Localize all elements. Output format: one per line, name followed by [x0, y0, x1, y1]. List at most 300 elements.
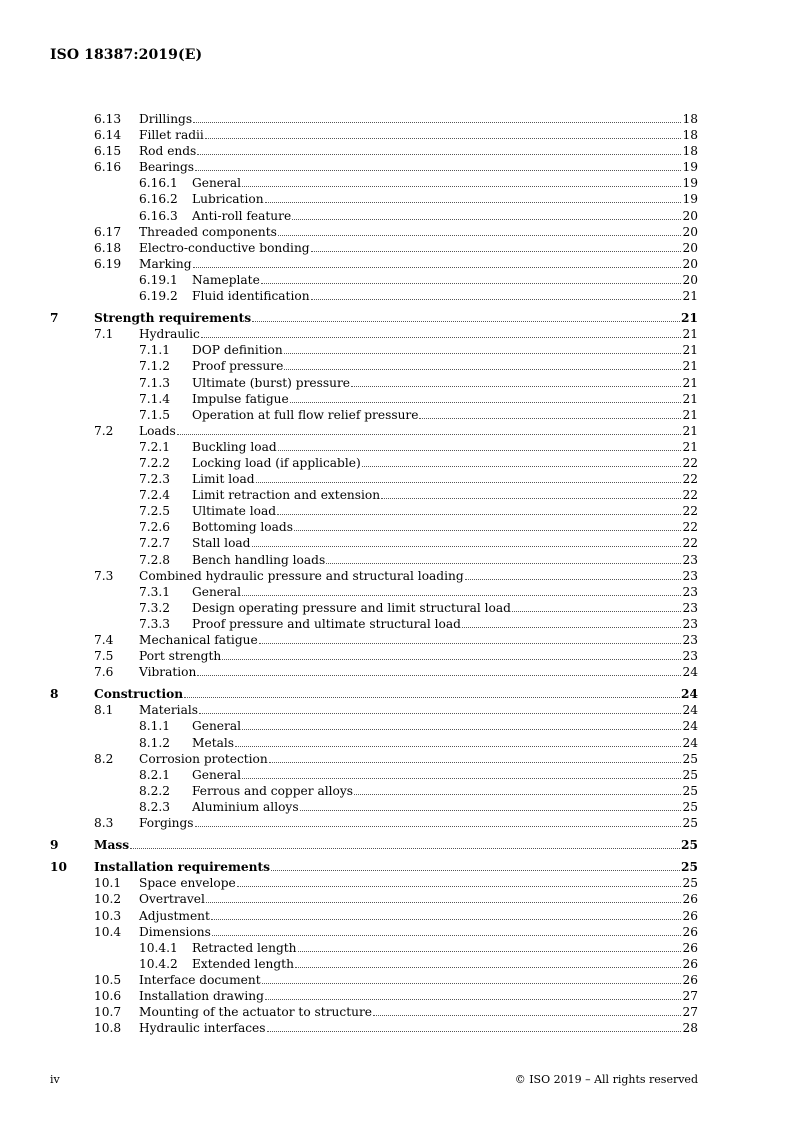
toc-entry-title: Marking: [139, 256, 192, 271]
toc-entry[interactable]: [0, 956, 793, 972]
toc-entry-leader-line: [94, 310, 698, 326]
dot-leader: [300, 799, 682, 811]
dot-leader: [311, 288, 682, 300]
toc-entry[interactable]: [0, 988, 793, 1004]
toc-entry-page: 20: [682, 224, 698, 239]
toc-entry[interactable]: [0, 439, 793, 455]
toc-entry-number: 7.2.5: [139, 504, 171, 519]
toc-entry[interactable]: [0, 891, 793, 907]
dot-leader: [242, 584, 681, 596]
toc-entry-leader-line: [192, 584, 698, 600]
toc-entry-page: 22: [682, 536, 698, 551]
toc-entry-number: 10.4.1: [139, 940, 178, 955]
toc-entry[interactable]: [0, 272, 793, 288]
toc-entry-page: 23: [682, 649, 698, 664]
toc-entry-number: 7.1: [94, 327, 114, 342]
toc-entry-page: 19: [682, 160, 698, 175]
dot-leader: [235, 735, 681, 747]
toc-entry[interactable]: [0, 111, 793, 127]
toc-entry-number: 7.2.3: [139, 472, 171, 487]
toc-entry-number: 8.1.1: [139, 719, 171, 734]
toc-entry[interactable]: [0, 632, 793, 648]
toc-entry-title: Installation requirements: [94, 860, 270, 875]
toc-entry-leader-line: [139, 240, 698, 256]
toc-entry-leader-line: [139, 1004, 698, 1020]
toc-entry[interactable]: [0, 208, 793, 224]
toc-entry-title: Drillings: [139, 112, 193, 126]
toc-entry[interactable]: [0, 799, 793, 815]
toc-entry[interactable]: [0, 310, 793, 326]
toc-entry[interactable]: [0, 859, 793, 875]
toc-entry-leader-line: [139, 908, 698, 924]
toc-entry[interactable]: [0, 875, 793, 891]
toc-entry-leader-line: [192, 799, 698, 815]
toc-entry[interactable]: [0, 256, 793, 272]
toc-entry-leader-line: [139, 972, 698, 988]
toc-entry-leader-line: [192, 191, 698, 207]
toc-entry-leader-line: [139, 256, 698, 272]
toc-entry-leader-line: [192, 471, 698, 487]
toc-entry-page: 23: [682, 584, 698, 599]
dot-leader: [311, 240, 682, 252]
toc-entry-leader-line: [192, 487, 698, 503]
toc-entry[interactable]: [0, 584, 793, 600]
toc-entry[interactable]: [0, 552, 793, 568]
toc-entry-leader-line: [192, 175, 698, 191]
toc-entry-page: 26: [682, 892, 698, 907]
toc-entry-number: 7.1.3: [139, 375, 171, 390]
toc-entry[interactable]: [0, 326, 793, 342]
dot-leader: [362, 455, 682, 467]
toc-entry-leader-line: [192, 600, 698, 616]
dot-leader: [252, 310, 680, 322]
toc-entry[interactable]: [0, 288, 793, 304]
toc-entry-number: 6.17: [94, 224, 122, 239]
toc-entry-number: 8.1: [94, 703, 114, 718]
dot-leader: [462, 616, 682, 628]
toc-entry-number: 7.2.4: [139, 488, 171, 503]
toc-entry[interactable]: [0, 767, 793, 783]
toc-entry-number: 7.1.2: [139, 359, 171, 374]
dot-leader: [211, 908, 682, 920]
toc-entry[interactable]: [0, 487, 793, 503]
toc-entry-page: 20: [682, 240, 698, 255]
toc-entry-number: 6.16: [94, 160, 122, 175]
toc-entry-title: Operation at full flow relief pressure: [192, 407, 419, 422]
toc-entry[interactable]: [0, 159, 793, 175]
toc-entry-title: Bottoming loads: [192, 520, 293, 535]
toc-entry-number: 10.2: [94, 892, 122, 907]
dot-leader: [262, 972, 682, 984]
toc-entry-page: 21: [682, 289, 698, 304]
toc-entry[interactable]: [0, 175, 793, 191]
toc-entry[interactable]: [0, 342, 793, 358]
toc-entry[interactable]: [0, 503, 793, 519]
toc-entry-title: Combined hydraulic pressure and structural loading: [139, 568, 464, 583]
dot-leader: [177, 423, 682, 435]
toc-entry-page: 25: [681, 860, 698, 875]
toc-entry[interactable]: [0, 815, 793, 831]
toc-entry-leader-line: [192, 718, 698, 734]
toc-entry[interactable]: [0, 600, 793, 616]
document-id-header: ISO 18387:2019(E): [50, 47, 203, 63]
toc-entry-leader-line: [139, 751, 698, 767]
toc-entry-number: 10.6: [94, 988, 122, 1003]
toc-entry-page: 25: [681, 838, 698, 853]
toc-entry-title: Limit retraction and extension: [192, 488, 381, 503]
toc-entry-title: Overtravel: [139, 892, 205, 907]
toc-entry[interactable]: [0, 191, 793, 207]
toc-entry-number: 6.14: [94, 128, 122, 143]
dot-leader: [284, 358, 681, 370]
toc-entry-number: 7.1.1: [139, 343, 171, 358]
toc-entry-number: 7.3: [94, 568, 114, 583]
toc-entry[interactable]: [0, 837, 793, 853]
toc-entry-page: 26: [682, 908, 698, 923]
toc-entry[interactable]: [0, 358, 793, 374]
dot-leader: [351, 375, 681, 387]
toc-entry-number: 6.15: [94, 144, 122, 159]
dot-leader: [197, 664, 681, 676]
toc-entry-number: 10.8: [94, 1021, 122, 1036]
toc-entry-leader-line: [192, 358, 698, 374]
toc-entry[interactable]: [0, 702, 793, 718]
toc-entry-title: General: [192, 719, 241, 734]
toc-entry-title: Installation drawing: [139, 988, 264, 1003]
toc-entry-number: 8.2.3: [139, 799, 171, 814]
toc-entry-page: 21: [682, 439, 698, 454]
toc-entry-page: 27: [682, 1005, 698, 1020]
dot-leader: [212, 924, 682, 936]
toc-entry-number: 10.5: [94, 972, 122, 987]
toc-entry[interactable]: [0, 535, 793, 551]
toc-entry-page: 19: [682, 192, 698, 207]
dot-leader: [278, 439, 682, 451]
toc-entry-title: Stall load: [192, 536, 251, 551]
toc-entry-title: Materials: [139, 703, 198, 718]
toc-entry-title: Interface document: [139, 972, 261, 987]
toc-entry-number: 6.19.2: [139, 289, 178, 304]
toc-entry-number: 6.18: [94, 240, 122, 255]
toc-entry-leader-line: [192, 455, 698, 471]
dot-leader: [295, 956, 682, 968]
toc-entry-title: Loads: [139, 423, 176, 438]
dot-leader: [242, 175, 681, 187]
toc-entry-leader-line: [139, 224, 698, 240]
toc-entry-leader-line: [139, 127, 698, 143]
toc-entry-title: Aluminium alloys: [192, 799, 299, 814]
toc-entry[interactable]: [0, 972, 793, 988]
toc-entry[interactable]: [0, 616, 793, 632]
toc-entry-leader-line: [139, 423, 698, 439]
toc-entry-leader-line: [139, 326, 698, 342]
toc-entry-page: 19: [682, 176, 698, 191]
toc-entry-number: 8.2: [94, 751, 114, 766]
toc-entry[interactable]: [0, 423, 793, 439]
toc-entry-leader-line: [192, 767, 698, 783]
toc-entry-page: 24: [682, 735, 698, 750]
toc-entry-title: General: [192, 584, 241, 599]
toc-entry[interactable]: [0, 735, 793, 751]
toc-entry-number: 7.5: [94, 649, 114, 664]
toc-entry[interactable]: [0, 686, 793, 702]
toc-entry[interactable]: [0, 568, 793, 584]
dot-leader: [284, 342, 682, 354]
table-of-contents: [0, 111, 793, 1036]
toc-entry-page: 26: [682, 956, 698, 971]
toc-entry[interactable]: [0, 391, 793, 407]
dot-leader: [256, 471, 682, 483]
dot-leader: [271, 859, 680, 871]
toc-entry-number: 10.4.2: [139, 956, 178, 971]
toc-entry-leader-line: [139, 924, 698, 940]
toc-entry[interactable]: [0, 455, 793, 471]
toc-entry-page: 26: [682, 924, 698, 939]
toc-entry[interactable]: [0, 924, 793, 940]
dot-leader: [130, 837, 680, 849]
toc-entry-number: 9: [50, 838, 59, 853]
dot-leader: [201, 326, 682, 338]
toc-entry-title: General: [192, 176, 241, 191]
toc-entry-page: 23: [682, 568, 698, 583]
toc-entry-leader-line: [192, 519, 698, 535]
toc-entry-number: 7.3.3: [139, 616, 171, 631]
dot-leader: [512, 600, 682, 612]
toc-entry-leader-line: [139, 143, 698, 159]
toc-entry-title: Space envelope: [139, 876, 236, 891]
toc-entry-leader-line: [192, 735, 698, 751]
toc-entry-title: Buckling load: [192, 439, 277, 454]
toc-entry-number: 7.4: [94, 633, 114, 647]
page-number: iv: [50, 1073, 60, 1086]
dot-leader: [292, 208, 681, 220]
toc-entry-leader-line: [192, 272, 698, 288]
toc-entry-number: 6.16.3: [139, 208, 178, 223]
toc-entry-leader-line: [94, 686, 698, 702]
toc-entry-number: 6.19.1: [139, 272, 178, 287]
dot-leader: [199, 702, 681, 714]
toc-entry-page: 24: [682, 719, 698, 734]
toc-entry-page: 20: [682, 256, 698, 271]
toc-entry-page: 21: [682, 327, 698, 342]
toc-entry-leader-line: [139, 159, 698, 175]
toc-entry-leader-line: [192, 391, 698, 407]
toc-entry-number: 7.2.1: [139, 439, 171, 454]
dot-leader: [252, 535, 682, 547]
toc-entry-number: 7: [50, 311, 59, 326]
toc-entry-number: 7.2.2: [139, 455, 171, 470]
dot-leader: [373, 1004, 682, 1016]
dot-leader: [222, 648, 681, 660]
toc-entry-title: Fluid identification: [192, 289, 310, 304]
toc-entry[interactable]: [0, 375, 793, 391]
toc-entry-leader-line: [192, 342, 698, 358]
toc-entry-leader-line: [192, 535, 698, 551]
toc-entry-title: Dimensions: [139, 924, 211, 939]
toc-entry-number: 7.1.5: [139, 407, 171, 422]
toc-entry-page: 21: [682, 343, 698, 358]
toc-entry[interactable]: [0, 471, 793, 487]
toc-entry-title: Hydraulic interfaces: [139, 1021, 266, 1036]
toc-entry-number: 7.3.2: [139, 600, 171, 615]
toc-entry-number: 6.13: [94, 112, 122, 126]
toc-entry-number: 8.1.2: [139, 735, 171, 750]
toc-entry[interactable]: [0, 751, 793, 767]
dot-leader: [298, 940, 682, 952]
dot-leader: [184, 686, 680, 698]
toc-entry-page: 22: [682, 488, 698, 503]
toc-entry-number: 10.7: [94, 1005, 122, 1020]
toc-entry-page: 22: [682, 520, 698, 535]
toc-entry-leader-line: [139, 988, 698, 1004]
toc-entry-title: Fillet radii: [139, 128, 204, 143]
toc-entry-leader-line: [192, 208, 698, 224]
toc-entry-title: Construction: [94, 687, 184, 702]
toc-entry[interactable]: [0, 783, 793, 799]
toc-entry-title: Anti-roll feature: [192, 208, 292, 223]
dot-leader: [265, 988, 682, 1000]
toc-entry-leader-line: [192, 288, 698, 304]
toc-entry-number: 7.2.8: [139, 552, 171, 567]
toc-entry[interactable]: [0, 240, 793, 256]
toc-entry-leader-line: [192, 940, 698, 956]
toc-entry[interactable]: [0, 143, 793, 159]
toc-entry-title: General: [192, 767, 241, 782]
toc-entry-page: 20: [682, 272, 698, 287]
dot-leader: [259, 632, 682, 644]
toc-entry-leader-line: [94, 837, 698, 853]
toc-entry-page: 23: [682, 600, 698, 615]
toc-entry-leader-line: [192, 552, 698, 568]
toc-entry[interactable]: [0, 648, 793, 664]
toc-entry[interactable]: [0, 127, 793, 143]
toc-entry-number: 8.2.2: [139, 783, 171, 798]
dot-leader: [354, 783, 682, 795]
dot-leader: [269, 751, 682, 763]
toc-entry-number: 6.16.1: [139, 176, 178, 191]
dot-leader: [277, 503, 681, 515]
toc-entry-page: 21: [681, 311, 698, 326]
toc-entry-leader-line: [94, 859, 698, 875]
toc-entry-page: 25: [682, 816, 698, 831]
dot-leader: [465, 568, 682, 580]
toc-entry[interactable]: [0, 908, 793, 924]
toc-entry-leader-line: [192, 783, 698, 799]
dot-leader: [419, 407, 681, 419]
dot-leader: [294, 519, 682, 531]
toc-entry-page: 18: [682, 128, 698, 143]
toc-entry-title: Forgings: [139, 816, 194, 831]
toc-entry[interactable]: [0, 718, 793, 734]
dot-leader: [267, 1020, 682, 1032]
toc-entry-page: 23: [682, 633, 698, 647]
toc-entry-title: Impulse fatigue: [192, 391, 289, 406]
toc-entry-number: 6.16.2: [139, 192, 178, 207]
toc-entry-title: Mechanical fatigue: [139, 633, 258, 647]
toc-entry-page: 25: [682, 767, 698, 782]
dot-leader: [205, 127, 682, 139]
toc-entry-number: 10.3: [94, 908, 122, 923]
toc-entry-number: 8.2.1: [139, 767, 171, 782]
toc-entry-title: Proof pressure and ultimate structural load: [192, 616, 461, 631]
toc-entry-page: 23: [682, 552, 698, 567]
toc-entry-title: Bench handling loads: [192, 552, 326, 567]
toc-entry-number: 10.1: [94, 876, 122, 891]
dot-leader: [290, 391, 682, 403]
dot-leader: [326, 552, 681, 564]
toc-entry-page: 25: [682, 783, 698, 798]
dot-leader: [206, 891, 682, 903]
toc-entry[interactable]: [0, 519, 793, 535]
toc-entry-number: 7.3.1: [139, 584, 171, 599]
toc-entry[interactable]: [0, 1004, 793, 1020]
toc-entry-title: Corrosion protection: [139, 751, 268, 766]
toc-entry-title: Metals: [192, 735, 235, 750]
toc-entry-leader-line: [192, 503, 698, 519]
toc-entry-page: 20: [682, 208, 698, 223]
toc-entry-number: 6.19: [94, 256, 122, 271]
toc-entry-title: Mass: [94, 838, 130, 853]
dot-leader: [242, 767, 681, 779]
toc-entry-title: Locking load (if applicable): [192, 455, 361, 470]
toc-entry-title: Adjustment: [139, 908, 210, 923]
toc-entry-leader-line: [139, 111, 698, 127]
toc-entry-leader-line: [192, 439, 698, 455]
toc-entry[interactable]: [0, 224, 793, 240]
dot-leader: [195, 159, 681, 171]
toc-entry-title: Bearings: [139, 160, 195, 175]
toc-entry-leader-line: [192, 407, 698, 423]
toc-entry-leader-line: [192, 375, 698, 391]
toc-entry-number: 7.1.4: [139, 391, 171, 406]
toc-entry-page: 24: [682, 665, 698, 680]
dot-leader: [197, 143, 681, 155]
toc-entry[interactable]: [0, 940, 793, 956]
dot-leader: [242, 718, 681, 730]
dot-leader: [193, 256, 682, 268]
toc-entry-page: 28: [682, 1021, 698, 1036]
toc-entry-leader-line: [139, 891, 698, 907]
toc-entry-leader-line: [139, 632, 698, 648]
toc-entry[interactable]: [0, 664, 793, 680]
dot-leader: [265, 191, 682, 203]
toc-entry-page: 26: [682, 940, 698, 955]
toc-entry-number: 7.2.6: [139, 520, 171, 535]
toc-entry-title: Extended length: [192, 956, 294, 971]
toc-entry-page: 23: [682, 616, 698, 631]
toc-entry[interactable]: [0, 1020, 793, 1036]
toc-entry-leader-line: [139, 568, 698, 584]
toc-entry-number: 7.6: [94, 665, 114, 680]
dot-leader: [237, 875, 682, 887]
toc-entry-leader-line: [139, 875, 698, 891]
toc-entry-title: Ferrous and copper alloys: [192, 783, 353, 798]
toc-entry-leader-line: [139, 702, 698, 718]
toc-entry-page: 27: [682, 988, 698, 1003]
dot-leader: [381, 487, 681, 499]
toc-entry-title: Port strength: [139, 649, 222, 664]
toc-entry[interactable]: [0, 407, 793, 423]
dot-leader: [261, 272, 682, 284]
toc-entry-title: Limit load: [192, 472, 255, 487]
toc-entry-title: Hydraulic: [139, 327, 200, 342]
toc-entry-title: Proof pressure: [192, 359, 284, 374]
toc-entry-page: 25: [682, 876, 698, 891]
toc-entry-page: 18: [682, 112, 698, 126]
toc-entry-page: 21: [682, 375, 698, 390]
toc-entry-page: 21: [682, 359, 698, 374]
toc-entry-title: Ultimate load: [192, 504, 277, 519]
